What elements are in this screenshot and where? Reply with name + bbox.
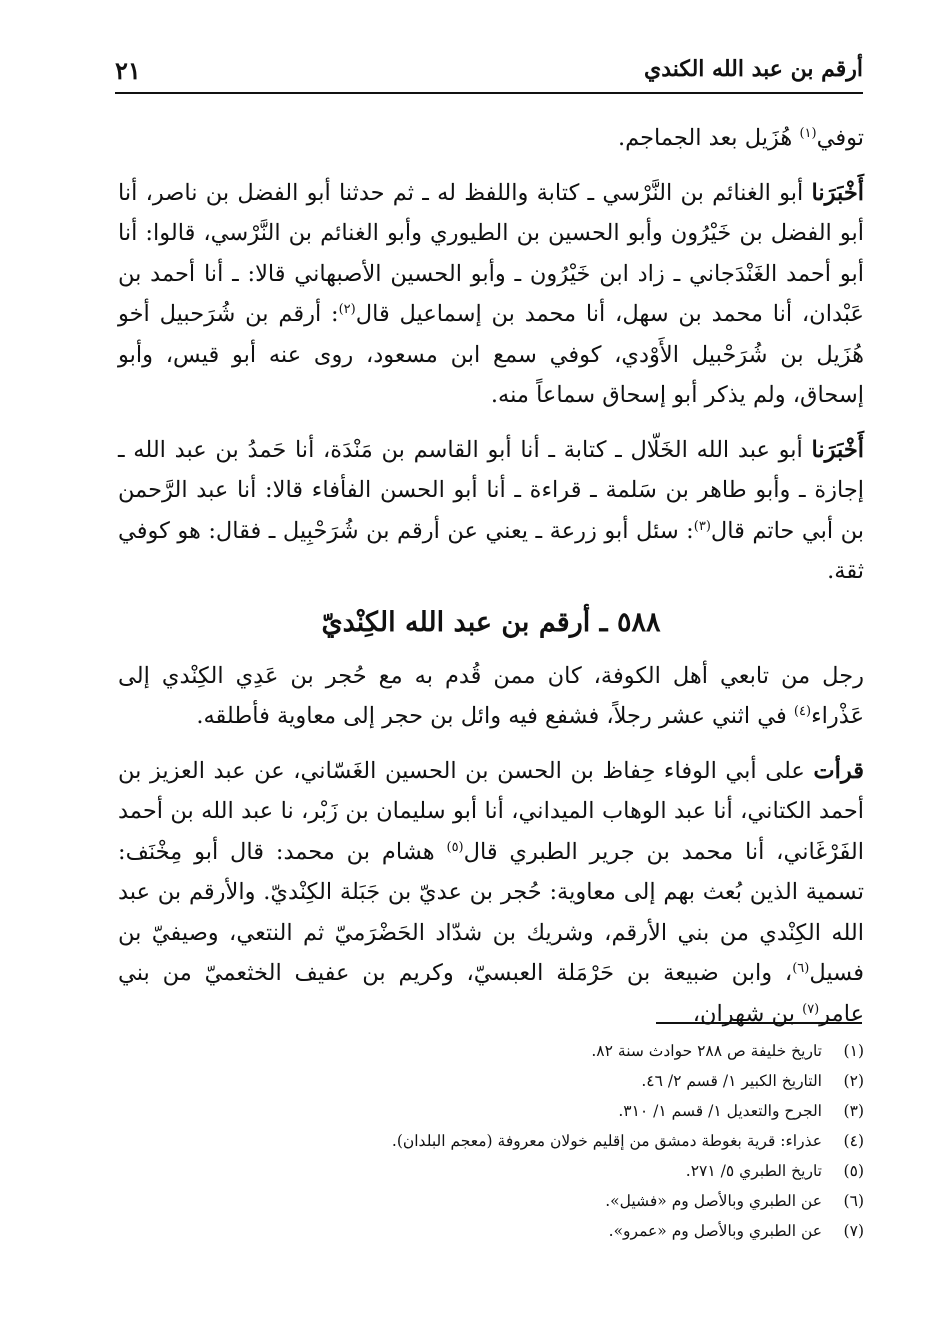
footnote-number: (٥) [843,1162,864,1180]
paragraph-2 [118,173,864,416]
page-number: ٢١ [115,56,141,85]
footnote-number: (٧) [843,1222,864,1240]
footnotes [200,1036,864,1246]
footnote [200,1066,864,1096]
footnote-text: عن الطبري وبالأصل وم «فشيل». [605,1192,822,1210]
footnote-text: تاريخ خليفة ص ٢٨٨ حوادث سنة ٨٢. [591,1042,822,1060]
text-run: هشام بن محمد: قال أبو مِخْنَف: تسمية الذين بُعث بهم إلى معاوية: حُجر بن عديّ بن جَبَلة الكِنْديّ. والأرقم بن عبد الله الكِنْدي من بني الأرقم، وشريك بن شدّاد الحَضْرَميّ ثم النتعي، وصيفيّ بن فسيل [118,838,864,986]
main-text [118,118,864,1034]
text-run: على أبي الوفاء حِفاظ بن الحسن بن الحسين الغَسّاني، عن عبد العزيز بن أحمد الكتاني، أنا عبد الوهاب الميداني، أنا أبو سليمان بن زَبْر، نا عبد الله بن أحمد الفَرْغَاني، أنا محمد بن جرير الطبري قال [118,757,864,865]
paragraph-lead-word: أَخْبَرَنا [811,179,864,206]
footnote-ref-1: (١) [799,126,817,141]
footnote-text: عذراء: قرية بغوطة دمشق من إقليم خولان معروفة (معجم البلدان). [391,1132,822,1150]
paragraph-4 [118,656,864,737]
footnote-number: (٤) [843,1132,864,1150]
footnote-ref-3: (٣) [693,518,711,534]
paragraph-3 [118,430,864,592]
footnote-ref-4: (٤) [793,704,812,719]
text-run: ، وابن ضبيعة بن حَرْمَلة العبسيّ، وكريم بن عفيف الخثعميّ من بني عامر [118,960,864,1027]
footnote [200,1216,864,1246]
footnote-number: (١) [843,1042,864,1060]
text-run: أبو الغنائم بن النَّرْسي ـ كتابة واللفظ له ـ ثم حدثنا أبو الفضل بن ناصر، أنا أبو الفضل بن خَيْرُون وأبو الحسين بن الطيوري وأبو الغنائم بن النَّرْسي، قالوا: أنا أبو أحمد الغَنْدَجاني ـ زاد ابن خَيْرُون ـ وأبو الحسين الأصبهاني قالا: ـ أنا أحمد بن عَبْدان، أنا محمد بن سهل، أنا محمد بن إسماعيل قال [118,179,864,327]
footnote-text: عن الطبري وبالأصل وم «عمرو». [608,1222,822,1240]
footnote [200,1126,864,1156]
paragraph-lead-word: قرأت [813,757,864,784]
footnote-number: (٣) [843,1102,864,1120]
paragraph-1 [118,118,864,159]
footnote-number: (٢) [843,1072,864,1090]
footnote [200,1096,864,1126]
header-title: أرقم بن عبد الله الكندي [644,56,863,82]
text-run: توفي [816,125,864,151]
text-run: أبو عبد الله الخَلّال ـ كتابة ـ أنا أبو القاسم بن مَنْدَة، أنا حَمدُ بن عبد الله ـ إجازة ـ وأبو طاهر بن سَلمة ـ قراءة ـ أنا أبو الحسن الفأفاء قالا: أنا عبد الرَّحمن بن أبي حاتم قال [118,436,864,544]
footnote-separator [656,1022,862,1024]
footnote [200,1186,864,1216]
footnote [200,1156,864,1186]
text-run: في اثني عشر رجلاً، فشفع فيه وائل بن حجر إلى معاوية فأطلقه. [196,703,794,729]
footnote-ref-2: (٢) [338,302,356,317]
footnote-text: الجرح والتعديل ١/ قسم ١/ ٣١٠. [618,1102,822,1120]
text-run: هُزَيل بعد الجماجم. [617,125,800,151]
footnote-ref-5: (٥) [446,839,464,855]
footnote-text: تاريخ الطبري ٥/ ٢٧١. [685,1162,822,1180]
footnote-ref-7: (٧) [802,1001,820,1017]
footnote [200,1036,864,1066]
text-run: رجل من تابعي أهل الكوفة، كان ممن قُدم به مع حُجر بن عَدِي الكِنْدي إلى عَذْراء [118,662,864,729]
footnote-ref-6: (٦) [792,961,810,976]
text-run: : أرقم بن شُرَحبيل أخو هُزَيل بن شُرَحْبيل الأَوْدي، كوفي سمع ابن مسعود، روى عنه أبو قيس، وأبو إسحاق، ولم يذكر أبو إسحاق سماعاً منه. [118,301,864,408]
entry-heading: ٥٨٨ ـ أرقم بن عبد الله الكِنْديّ [321,606,661,638]
text-run: : سئل أبو زرعة ـ يعني عن أرقم بن شُرَحْبِيل ـ فقال: هو كوفي ثقة. [118,517,864,584]
paragraph-5 [118,751,864,1035]
footnote-number: (٦) [843,1192,864,1210]
footnote-text: التاريخ الكبير ١/ قسم ٢/ ٤٦. [641,1072,822,1090]
text-run: بن شهران، [692,1000,803,1027]
running-header [115,52,863,94]
paragraph-lead-word: أَخْبَرَنا [811,436,864,463]
